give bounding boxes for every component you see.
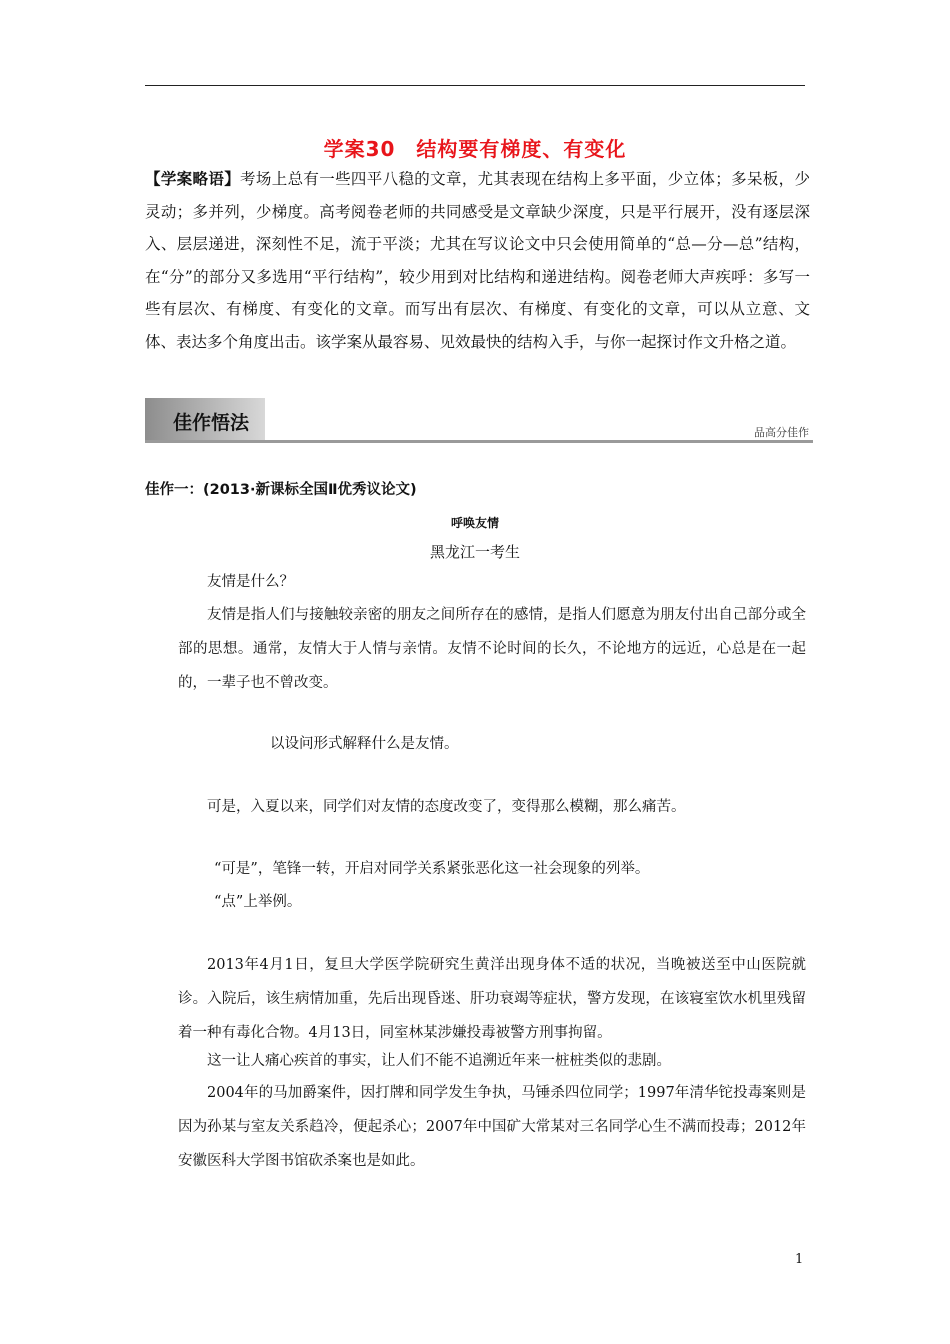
intro-tag: 【学案略语】 [145, 169, 241, 188]
intro-block [145, 163, 810, 358]
banner-underline [145, 440, 813, 443]
essay-author: 黑龙江一考生 [429, 543, 520, 561]
section-banner [145, 398, 813, 443]
essay-label: 佳作一：(2013·新课标全国Ⅱ优秀议论文) [145, 482, 417, 498]
essay-paragraph-4: 2013年4月1日，复旦大学医学院研究生黄洋出现身体不适的状况，当晚被送至中山医院就诊。入院后，该生病情加重，先后出现昏迷、肝功衰竭等症状，警方发现，在该寝室饮水机里残留着一种有毒化合物。4月13日，同室林某涉嫌投毒被警方刑事拘留。 [178, 957, 806, 1041]
section-heading: 佳作悟法 [173, 412, 250, 434]
annotation-1: 以设问形式解释什么是友情。 [270, 736, 459, 752]
annotation-3: “点”上举例。 [214, 894, 302, 910]
essay-title: 呼唤友情 [450, 516, 499, 530]
essay-paragraph-6: 2004年的马加爵案件，因打牌和同学发生争执，马锤杀四位同学；1997年清华铊投毒案则是因为孙某与室友关系趋冷，便起杀心；2007年中国矿大常某对三名同学心生不满而投毒；2012年安徽医科大学图书馆砍杀案也是如此。 [178, 1085, 806, 1169]
annotation-2: “可是”，笔锋一转，开启对同学关系紧张恶化这一社会现象的列举。 [214, 861, 650, 877]
intro-text: 考场上总有一些四平八稳的文章，尤其表现在结构上多平面，少立体；多呆板，少灵动；多并列，少梯度。高考阅卷老师的共同感受是文章缺少深度，只是平行展开，没有逐层深入、层层递进，深刻性不足，流于平淡；尤其在写议论文中只会使用简单的“总—分—总”结构，在“分”的部分又多选用“平行结构”，较少用到对比结构和递进结构。阅卷老师大声疾呼：多写一些有层次、有梯度、有变化的文章。而写出有层次、有梯度、有变化的文章，可以从立意、文体、表达多个角度出击。该学案从最容易、见效最快的结构入手，与你一起探讨作文升格之道。 [145, 170, 810, 351]
section-subheading: 品高分佳作 [754, 426, 809, 439]
essay-paragraph-5: 这一让人痛心疾首的事实，让人们不能不追溯近年来一桩桩类似的悲剧。 [207, 1053, 671, 1069]
page-title: 学案30 结构要有梯度、有变化 [323, 137, 627, 161]
essay-paragraph-3: 可是，入夏以来，同学们对友情的态度改变了，变得那么模糊，那么痛苦。 [207, 799, 686, 815]
page-number: 1 [795, 1252, 804, 1267]
essay-paragraph-1: 友情是什么？ [207, 574, 294, 590]
header-rule [145, 85, 805, 86]
essay-paragraph-2: 友情是指人们与接触较亲密的朋友之间所存在的感情，是指人们愿意为朋友付出自己部分或全部的思想。通常，友情大于人情与亲情。友情不论时间的长久，不论地方的远近，心总是在一起的，一辈子也不曾改变。 [178, 607, 806, 691]
